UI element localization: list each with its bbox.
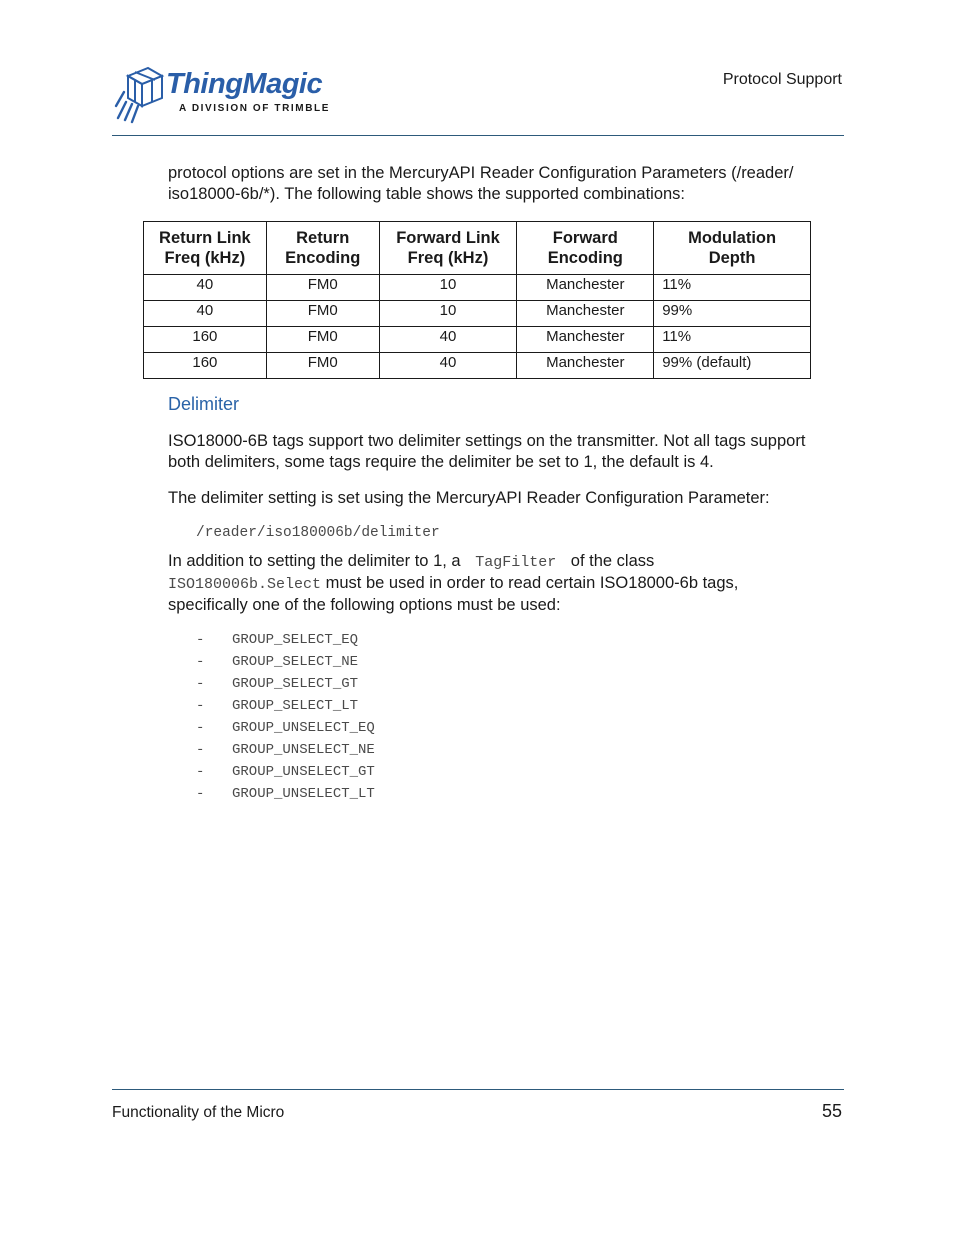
- table-cell: 40: [144, 275, 267, 301]
- table-cell: Manchester: [517, 301, 654, 327]
- section-title: Protocol Support: [722, 71, 842, 88]
- table-cell: 40: [379, 327, 517, 353]
- table-cell: Manchester: [517, 275, 654, 301]
- list-item: [196, 628, 375, 650]
- text-run: must be used in order to read certain ISO18000-6b tags,: [321, 574, 739, 592]
- table-cell: 40: [379, 353, 517, 379]
- list-item: [196, 738, 375, 760]
- filter-options-list: [196, 628, 375, 804]
- header-rule: [112, 135, 844, 136]
- paragraph-line: both delimiters, some tags require the delimiter be set to 1, the default is 4.: [168, 453, 714, 471]
- column-header: Forward Encoding: [517, 222, 654, 275]
- table-row: [144, 353, 811, 379]
- cube-logo-icon: [114, 62, 166, 124]
- paragraph-line: ISO18000-6B tags support two delimiter settings on the transmitter. Not all tags support: [168, 432, 806, 450]
- table-cell: FM0: [266, 275, 379, 301]
- dash-bullet: -: [196, 632, 205, 648]
- option-code: GROUP_SELECT_GT: [232, 676, 359, 692]
- dash-bullet: -: [196, 654, 205, 670]
- table-cell: Manchester: [517, 327, 654, 353]
- protocol-combinations-table: [143, 221, 811, 379]
- table-cell: 160: [144, 353, 267, 379]
- brand-division: A DIVISION OF TRIMBLE: [179, 103, 331, 114]
- list-item: [196, 694, 375, 716]
- intro-line-2: iso18000-6b/*). The following table shows the supported combinations:: [168, 185, 686, 203]
- option-code: GROUP_UNSELECT_LT: [232, 786, 375, 802]
- column-header: Forward Link Freq (kHz): [379, 222, 517, 275]
- brand-name: ThingMagic: [166, 68, 323, 100]
- table-cell: Manchester: [517, 353, 654, 379]
- table-cell: 99%: [654, 301, 811, 327]
- table-cell: 11%: [654, 275, 811, 301]
- delimiter-parameter-code: /reader/iso180006b/delimiter: [196, 525, 440, 541]
- table-cell: 99% (default): [654, 353, 811, 379]
- option-code: GROUP_SELECT_LT: [232, 698, 359, 714]
- dash-bullet: -: [196, 786, 205, 802]
- table-cell: 10: [379, 301, 517, 327]
- table-cell: 10: [379, 275, 517, 301]
- table-row: [144, 301, 811, 327]
- paragraph-line: [168, 573, 838, 595]
- paragraph-line: specifically one of the following options must be used:: [168, 596, 561, 614]
- option-code: GROUP_UNSELECT_EQ: [232, 720, 375, 736]
- footer-chapter-title: Functionality of the Micro: [112, 1104, 285, 1121]
- table-row: [144, 275, 811, 301]
- option-code: GROUP_SELECT_NE: [232, 654, 359, 670]
- text-run: of the class: [566, 552, 655, 570]
- list-item: [196, 672, 375, 694]
- list-item: [196, 716, 375, 738]
- dash-bullet: -: [196, 720, 205, 736]
- dash-bullet: -: [196, 742, 205, 758]
- list-item: [196, 760, 375, 782]
- list-item: [196, 782, 375, 804]
- intro-paragraph: [168, 163, 838, 205]
- footer-rule: [112, 1089, 844, 1090]
- table-cell: 40: [144, 301, 267, 327]
- column-header: Return Encoding: [266, 222, 379, 275]
- select-class-code: ISO180006b.Select: [168, 576, 322, 593]
- paragraph-line: [168, 551, 838, 573]
- dash-bullet: -: [196, 764, 205, 780]
- table-cell: 11%: [654, 327, 811, 353]
- table-header-row: [144, 222, 811, 275]
- column-header: Return Link Freq (kHz): [144, 222, 267, 275]
- tagfilter-code: TagFilter: [475, 554, 557, 571]
- column-header: Modulation Depth: [654, 222, 811, 275]
- table-row: [144, 327, 811, 353]
- dash-bullet: -: [196, 698, 205, 714]
- list-item: [196, 650, 375, 672]
- delimiter-paragraph-3: [168, 551, 838, 616]
- table-cell: FM0: [266, 301, 379, 327]
- option-code: GROUP_UNSELECT_NE: [232, 742, 375, 758]
- table-cell: 160: [144, 327, 267, 353]
- delimiter-paragraph-2: The delimiter setting is set using the MercuryAPI Reader Configuration Parameter:: [168, 489, 770, 507]
- page-number: 55: [821, 1101, 842, 1121]
- thingmagic-logo: [114, 62, 329, 124]
- text-run: In addition to setting the delimiter to 1, a: [168, 552, 466, 570]
- table-cell: FM0: [266, 327, 379, 353]
- table-cell: FM0: [266, 353, 379, 379]
- intro-line-1: protocol options are set in the MercuryAPI Reader Configuration Parameters (/reader/: [168, 164, 794, 182]
- dash-bullet: -: [196, 676, 205, 692]
- option-code: GROUP_SELECT_EQ: [232, 632, 359, 648]
- option-code: GROUP_UNSELECT_GT: [232, 764, 375, 780]
- delimiter-paragraph-1: [168, 431, 838, 473]
- section-heading-delimiter: Delimiter: [168, 394, 240, 414]
